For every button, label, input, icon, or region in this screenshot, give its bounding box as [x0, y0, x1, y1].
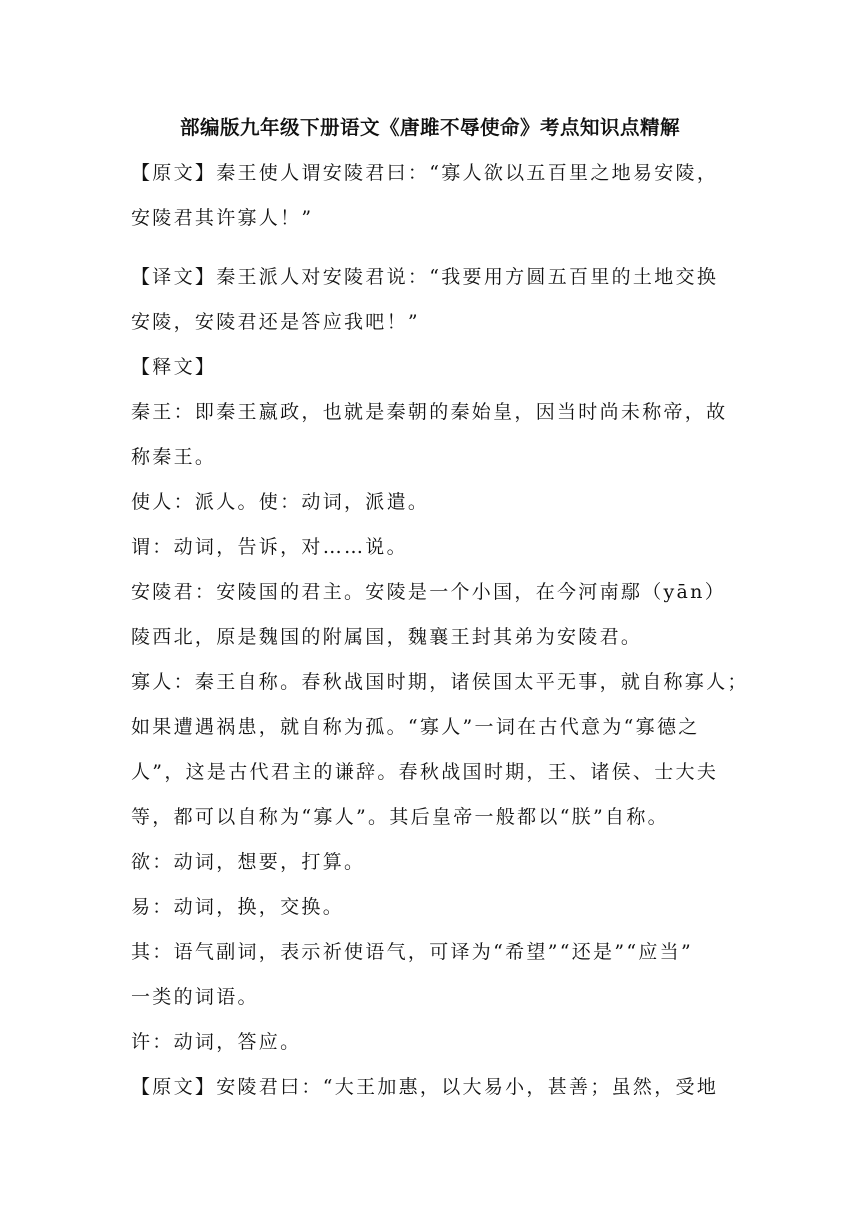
annotation-line: 寡人：秦王自称。春秋战国时期，诸侯国太平无事，就自称寡人；: [131, 671, 749, 693]
original-text-line: 【原文】秦王使人谓安陵君曰：“寡人欲以五百里之地易安陵，: [131, 162, 719, 184]
annotation-line: 一类的词语。: [131, 986, 259, 1008]
annotation-line: 易：动词，换，交换。: [131, 896, 345, 918]
annotation-line: 安陵君：安陵国的君主。安陵是一个小国，在今河南鄢（yān）: [131, 581, 726, 603]
original-text-line: 【原文】安陵君曰：“大王加惠，以大易小，甚善；虽然，受地: [131, 1076, 719, 1098]
annotation-line: 陵西北，原是魏国的附属国，魏襄王封其弟为安陵君。: [131, 626, 643, 648]
annotation-line: 称秦王。: [131, 446, 217, 468]
annotation-line: 谓：动词，告诉，对……说。: [131, 536, 408, 558]
annotation-line: 欲：动词，想要，打算。: [131, 851, 366, 873]
annotation-line: 等，都可以自称为“寡人”。其后皇帝一般都以“朕”自称。: [131, 806, 669, 828]
original-text-line: 安陵君其许寡人！”: [131, 207, 314, 229]
annotation-line: 如果遭遇祸患，就自称为孤。“寡人”一词在古代意为“寡德之: [131, 716, 700, 738]
annotation-line: 许：动词，答应。: [131, 1031, 302, 1053]
annotation-line: 人”，这是古代君主的谦辞。春秋战国时期，王、诸侯、士大夫: [131, 761, 719, 783]
section-heading: 【释文】: [131, 356, 217, 378]
annotation-line: 其：语气副词，表示祈使语气，可译为“希望”“还是”“应当”: [131, 941, 693, 963]
translation-line: 【译文】秦王派人对安陵君说：“我要用方圆五百里的土地交换: [131, 266, 719, 288]
document-title: 部编版九年级下册语文《唐雎不辱使命》考点知识点精解: [179, 116, 680, 139]
translation-line: 安陵，安陵君还是答应我吧！”: [131, 311, 420, 333]
annotation-line: 使人：派人。使：动词，派遣。: [131, 491, 430, 513]
annotation-line: 秦王：即秦王嬴政，也就是秦朝的秦始皇，因当时尚未称帝，故: [131, 401, 728, 423]
